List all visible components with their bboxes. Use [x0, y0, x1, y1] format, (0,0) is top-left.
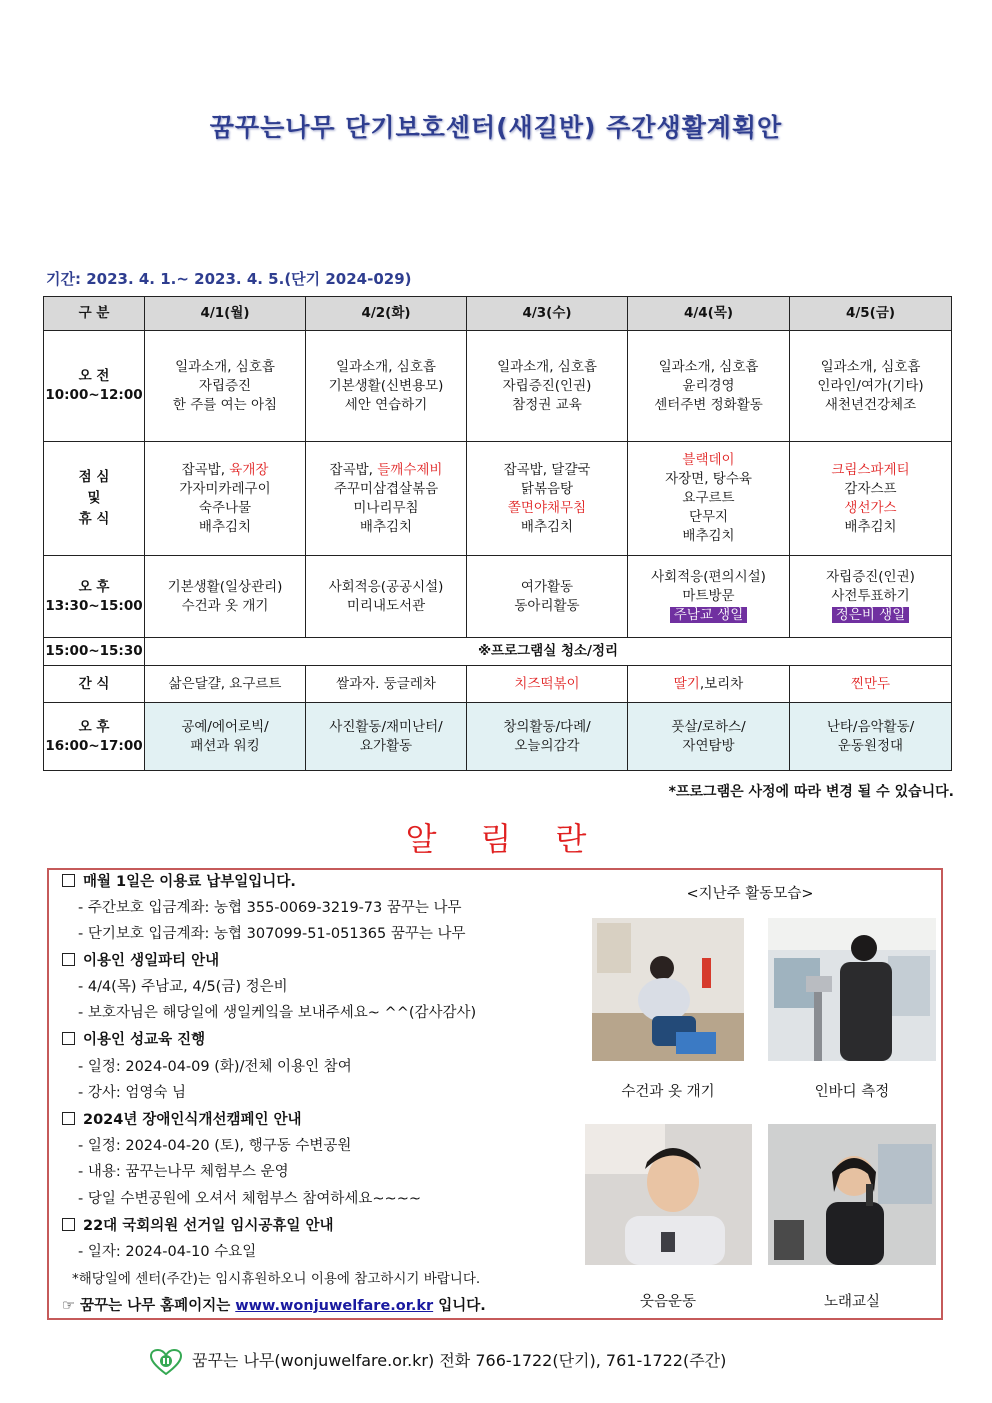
checkbox-icon — [62, 1032, 75, 1045]
birthday-badge: 정은비 생일 — [832, 607, 910, 623]
menu-item: 배추김치 — [520, 518, 574, 535]
notice-line: - 4/4(목) 주남교, 4/5(금) 정은비 — [78, 979, 288, 995]
activity-photo — [768, 1124, 936, 1265]
menu-item-highlight: 쫄면야채무침 — [507, 499, 587, 516]
photo-caption: 노래교실 — [823, 1294, 881, 1310]
notice-line: - 강사: 엄영숙 님 — [78, 1085, 186, 1101]
cell-line: 세안 연습하기 — [344, 396, 428, 413]
table-row-afternoon — [44, 556, 952, 638]
photo-caption: 웃음운동 — [639, 1294, 697, 1310]
checkbox-icon — [62, 953, 75, 966]
snack-item: ,보리차 — [699, 675, 744, 692]
change-note: *프로그램은 사정에 따라 변경 될 수 있습니다. — [668, 784, 954, 800]
activity-photo — [592, 918, 744, 1061]
table-row-lunch — [44, 442, 952, 556]
notice-line: - 주간보호 입금계좌: 농협 355-0069-3219-73 꿈꾸는 나무 — [78, 900, 462, 916]
cell-line: 기본생활(일상관리) — [167, 578, 283, 595]
header-day: 4/3(수) — [467, 297, 628, 331]
cell-line: 미리내도서관 — [346, 597, 426, 614]
cell-line: 수건과 옷 개기 — [181, 597, 269, 614]
cell-line: 일과소개, 심호흡 — [175, 358, 275, 375]
notice-line: *해당일에 센터(주간)는 임시휴원하오니 이용에 참고하시기 바랍니다. — [72, 1271, 481, 1287]
notice-heading: 매월 1일은 이용료 납부일입니다. — [62, 873, 296, 891]
menu-item: 숙주나물 — [198, 499, 252, 516]
notice-line: - 일자: 2024-04-10 수요일 — [78, 1244, 257, 1260]
row-time: 13:30~15:00 — [45, 597, 143, 614]
cell-line: 공예/에어로빅/ — [181, 718, 269, 735]
cell-line: 패션과 워킹 — [190, 737, 260, 754]
header-day: 4/5(금) — [790, 297, 952, 331]
cell-line: 센터주변 정화활동 — [654, 396, 763, 413]
cell-line: 기본생활(신변용모) — [328, 377, 444, 394]
menu-item-highlight: 들깨수제비 — [377, 461, 443, 478]
cell-line: 자립증진(인권) — [502, 377, 592, 394]
cell-line: 사회적응(공공시설) — [328, 578, 444, 595]
cell-line: 사진활동/재미난터/ — [329, 718, 443, 735]
cell-line: 한 주를 여는 아침 — [172, 396, 278, 413]
cell-line: 자립증진(인권) — [826, 569, 915, 585]
notice-line: - 내용: 꿈꾸는나무 체험부스 운영 — [78, 1164, 289, 1180]
footer-text: 꿈꾸는 나무(wonjuwelfare.or.kr) 전화 766-1722(단기), 761-1722(주간) — [192, 1351, 727, 1370]
row-time: 15:00~15:30 — [44, 638, 145, 666]
cell-line: 마트방문 — [682, 588, 735, 604]
row-label: 점 심 — [78, 469, 110, 485]
cell-line: 오늘의감각 — [514, 737, 580, 754]
photo-caption: 수건과 옷 개기 — [621, 1084, 715, 1100]
row-time: 16:00~17:00 — [45, 737, 143, 754]
snack-item-highlight: 찐만두 — [790, 666, 952, 703]
notice-heading: 22대 국회의원 선거일 임시공휴일 안내 — [62, 1217, 333, 1235]
photo-caption: 인바디 측정 — [814, 1084, 890, 1100]
menu-item: 감자스프 — [844, 480, 897, 497]
notice-heading: 이용인 생일파티 안내 — [62, 952, 219, 970]
table-row-late — [44, 703, 952, 771]
cell-line: 풋살/로하스/ — [671, 718, 746, 735]
header-category: 구 분 — [44, 297, 145, 331]
snack-item-highlight: 치즈떡볶이 — [467, 666, 628, 703]
notice-title: 알림란 — [405, 820, 631, 858]
snack-item: 쌀과자. 둥글레차 — [306, 666, 467, 703]
row-label: 및 — [87, 490, 101, 506]
page-title: 꿈꾸는나무 단기보호센터(새길반) 주간생활계획안 — [209, 113, 783, 142]
menu-item: 배추김치 — [682, 528, 735, 544]
cell-line: 일과소개, 심호흡 — [497, 358, 597, 375]
notice-line: - 당일 수변공원에 오셔서 체험부스 참여하세요~~~~ — [78, 1191, 422, 1207]
table-row-morning — [44, 331, 952, 442]
birthday-badge: 주남교 생일 — [670, 607, 748, 623]
menu-item: 배추김치 — [844, 518, 897, 535]
cell-line: 일과소개, 심호흡 — [820, 358, 921, 375]
table-header-row — [44, 297, 952, 331]
menu-item-highlight: 생선가스 — [844, 499, 897, 516]
footer — [150, 1348, 726, 1375]
row-label: 오 전 — [78, 368, 110, 384]
menu-item: 잡곡밥, 달걀국 — [503, 461, 591, 478]
checkbox-icon — [62, 1218, 75, 1231]
row-label: 오 후 — [78, 578, 110, 595]
cell-line: 사전투표하기 — [831, 588, 910, 604]
checkbox-icon — [62, 1112, 75, 1125]
menu-item: 요구르트 — [682, 490, 735, 506]
snack-item-highlight: 딸기 — [673, 675, 700, 692]
table-row-snack — [44, 666, 952, 703]
row-label: 간 식 — [44, 666, 145, 703]
notice-line: - 일정: 2024-04-09 (화)/전체 이용인 참여 — [78, 1059, 352, 1075]
menu-item: 잡곡밥, — [181, 461, 230, 478]
notice-line: - 보호자님은 해당일에 생일케잌을 보내주세요~ ^^(감사감사) — [78, 1005, 477, 1021]
cell-line: 인라인/여가(기타) — [817, 377, 924, 394]
menu-item: 미나리무침 — [353, 499, 419, 516]
cell-line: 자연탐방 — [682, 737, 735, 754]
activity-photo — [768, 918, 936, 1061]
period-label: 기간: 2023. 4. 1.~ 2023. 4. 5.(단기 2024-029) — [46, 270, 412, 288]
weekly-plan-table — [43, 296, 952, 771]
notice-heading: 2024년 장애인식개선캠페인 안내 — [62, 1111, 302, 1129]
cell-line: 난타/음악활동/ — [826, 718, 915, 735]
row-label: 휴 식 — [78, 511, 110, 527]
notice-line: - 단기보호 입금계좌: 농협 307099-51-051365 꿈꾸는 나무 — [78, 926, 466, 942]
cell-line: 동아리활동 — [514, 597, 580, 614]
menu-item: 배추김치 — [359, 518, 413, 535]
menu-item: 배추김치 — [198, 518, 252, 535]
cell-line: 요가활동 — [359, 737, 413, 754]
row-label: 오 후 — [78, 718, 110, 735]
menu-item: 가자미카레구이 — [179, 480, 271, 497]
notice-heading: 이용인 성교육 진행 — [62, 1031, 205, 1049]
heart-logo-icon — [150, 1349, 182, 1375]
cell-line: 윤리경영 — [682, 377, 735, 394]
cell-line: 운동원정대 — [837, 737, 904, 754]
homepage-line: ☞ 꿈꾸는 나무 홈페이지는 www.wonjuwelfare.or.kr 입니다. — [62, 1298, 486, 1314]
notice-line: - 일정: 2024-04-20 (토), 행구동 수변공원 — [78, 1138, 352, 1154]
cell-line: 일과소개, 심호흡 — [658, 358, 759, 375]
menu-item-highlight: 크림스파게티 — [831, 461, 910, 478]
photos-title: <지난주 활동모습> — [686, 886, 814, 902]
cell-line: 자립증진 — [198, 377, 252, 394]
header-day: 4/4(목) — [628, 297, 790, 331]
checkbox-icon — [62, 874, 75, 887]
cell-line: 참정권 교육 — [512, 396, 582, 413]
table-row-cleanup — [44, 638, 952, 666]
menu-item: 자장면, 탕수육 — [665, 471, 752, 487]
activity-photo — [585, 1124, 752, 1265]
header-day: 4/1(월) — [145, 297, 306, 331]
cell-line: 사회적응(편의시설) — [651, 569, 766, 585]
menu-item: 닭볶음탕 — [520, 480, 574, 497]
cleanup-text: ※프로그램실 청소/정리 — [145, 638, 952, 666]
homepage-link[interactable]: www.wonjuwelfare.or.kr — [235, 1298, 434, 1314]
menu-item: 주꾸미삼겹살볶음 — [333, 480, 439, 497]
cell-line: 일과소개, 심호흡 — [336, 358, 436, 375]
menu-item-highlight: 블랙데이 — [682, 452, 735, 468]
snack-item: 삶은달걀, 요구르트 — [145, 666, 306, 703]
cell-line: 새천년건강체조 — [824, 396, 917, 413]
row-time: 10:00~12:00 — [45, 387, 143, 403]
cell-line: 여가활동 — [520, 578, 574, 595]
menu-item: 단무지 — [688, 509, 729, 525]
cell-line: 창의활동/다례/ — [503, 718, 591, 735]
menu-item-highlight: 육개장 — [229, 461, 269, 478]
menu-item: 잡곡밥, — [329, 461, 378, 478]
header-day: 4/2(화) — [306, 297, 467, 331]
